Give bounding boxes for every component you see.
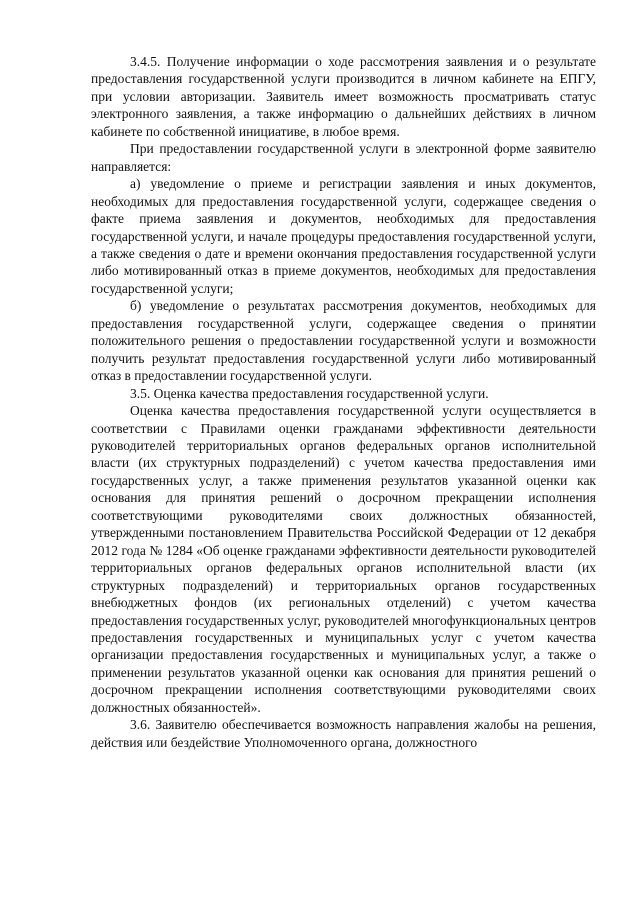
paragraph-3-6: 3.6. Заявителю обеспечивается возможность направления жалобы на решения, действия или бездействие Уполномоченного органа, должностного: [91, 717, 596, 750]
paragraph-item-a: а) уведомление о приеме и регистрации заявления и иных документов, необходимых для предоставления государственной услуги, содержащее сведения о факте приема заявления и документов, необходимых для предоставления государственной услуги, и начале процедуры предоставления государственной услуги, а также сведения о дате и времени окончания предоставления государственной услуги либо мотивированный отказ в приеме документов, необходимых для предоставления государственной услуги;: [91, 176, 596, 296]
document-page: [91, 53, 596, 751]
paragraph-quality-assessment: Оценка качества предоставления государственной услуги осуществляется в соответствии с Правилами оценки гражданами эффективности деятельности руководителей территориальных органов федеральных органов исполнительной власти (их структурных подразделений) с учетом качества предоставления ими государственных услуг, а также применения результатов указанной оценки как основания для принятия решений о досрочном прекращении исполнения соответствующими руководителями своих должностных обязанностей, утвержденными постановлением Правительства Российской Федерации от 12 декабря 2012 года № 1284 «Об оценке гражданами эффективности деятельности руководителей территориальных органов федеральных органов исполнительной власти (их структурных подразделений) и территориальных органов государственных внебюджетных фондов (их региональных отделений) с учетом качества предоставления государственных услуг, руководителей многофункциональных центров предоставления государственных и муниципальных услуг с учетом качества организации предоставления государственных и муниципальных услуг, а также о применении результатов указанной оценки как основания для принятия решений о досрочном прекращении исполнения соответствующими руководителями своих должностных обязанностей».: [91, 403, 596, 715]
paragraph-electronic-notice-intro: При предоставлении государственной услуги в электронной форме заявителю направляется:: [91, 141, 596, 174]
paragraph-item-b: б) уведомление о результатах рассмотрения документов, необходимых для предоставления государственной услуги, содержащее сведения о принятии положительного решения о предоставлении государственной услуги и возможности получить результат предоставления государственной услуги либо мотивированный отказ в предоставлении государственной услуги.: [91, 298, 596, 384]
section-heading-3-5: 3.5. Оценка качества предоставления государственной услуги.: [130, 385, 489, 401]
paragraph-3-4-5: 3.4.5. Получение информации о ходе рассмотрения заявления и о результате предоставления государственной услуги производится в личном кабинете на ЕПГУ, при условии авторизации. Заявитель имеет возможность просматривать статус электронного заявления, а также информацию о дальнейших действиях в личном кабинете по собственной инициативе, в любое время.: [91, 54, 596, 139]
